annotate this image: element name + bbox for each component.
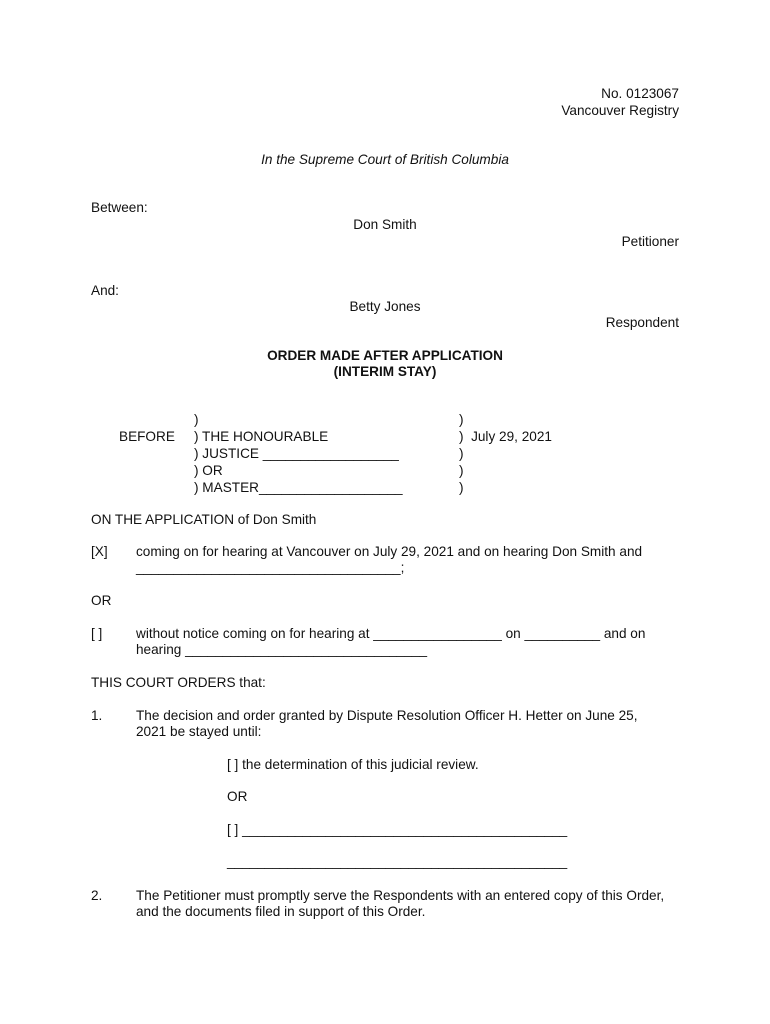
before-right-line: ) <box>459 446 464 461</box>
before-right-line: ) <box>459 463 464 478</box>
orders-heading: THIS COURT ORDERS that: <box>91 675 266 690</box>
order2-number: 2. <box>91 888 103 903</box>
or-separator: OR <box>91 593 112 608</box>
petitioner-name: Don Smith <box>353 217 417 232</box>
order1-number: 1. <box>91 708 103 723</box>
order1-sub-option2: [ ] ___________________________________________ <box>227 822 568 837</box>
option-x-line2: ___________________________________; <box>136 560 405 575</box>
petitioner-role: Petitioner <box>621 234 679 249</box>
before-left-line: ) <box>194 412 199 427</box>
file-number: No. 0123067 <box>601 86 679 101</box>
option-blank-marker: [ ] <box>91 626 103 641</box>
option-x-marker: [X] <box>91 544 108 559</box>
order-title-line2: (INTERIM STAY) <box>333 364 437 379</box>
before-right-line: ) <box>459 480 464 495</box>
before-left-line: ) THE HONOURABLE <box>194 429 329 444</box>
option-x-line1: coming on for hearing at Vancouver on July 29, 2021 and on hearing Don Smith and <box>136 544 643 559</box>
application-line: ON THE APPLICATION of Don Smith <box>91 512 317 527</box>
registry-name: Vancouver Registry <box>561 103 679 118</box>
between-label: Between: <box>91 200 148 215</box>
before-left-line: ) OR <box>194 463 223 478</box>
order1-sub-or: OR <box>227 789 248 804</box>
before-left-line: ) MASTER___________________ <box>194 480 403 495</box>
before-label: BEFORE <box>119 429 175 444</box>
option-blank-line2: hearing ________________________________ <box>136 642 428 657</box>
court-name: In the Supreme Court of British Columbia <box>261 152 509 167</box>
order2-line2: and the documents filed in support of this Order. <box>136 904 426 919</box>
order1-line2: 2021 be stayed until: <box>136 724 262 739</box>
respondent-role: Respondent <box>605 315 679 330</box>
order1-sub-blank-line: _____________________________________________ <box>227 854 568 869</box>
before-left-line: ) JUSTICE __________________ <box>194 446 399 461</box>
order2-line1: The Petitioner must promptly serve the Respondents with an entered copy of this Order, <box>136 888 665 903</box>
option-blank-line1: without notice coming on for hearing at _________________ on __________ and on <box>136 626 646 641</box>
hearing-date: ) July 29, 2021 <box>459 429 552 444</box>
respondent-name: Betty Jones <box>349 299 421 314</box>
order1-sub-option1: [ ] the determination of this judicial review. <box>227 757 479 772</box>
and-label: And: <box>91 283 119 298</box>
order1-line1: The decision and order granted by Dispute Resolution Officer H. Hetter on June 25, <box>136 708 638 723</box>
order-title-line1: ORDER MADE AFTER APPLICATION <box>267 348 503 363</box>
before-right-line: ) <box>459 412 464 427</box>
